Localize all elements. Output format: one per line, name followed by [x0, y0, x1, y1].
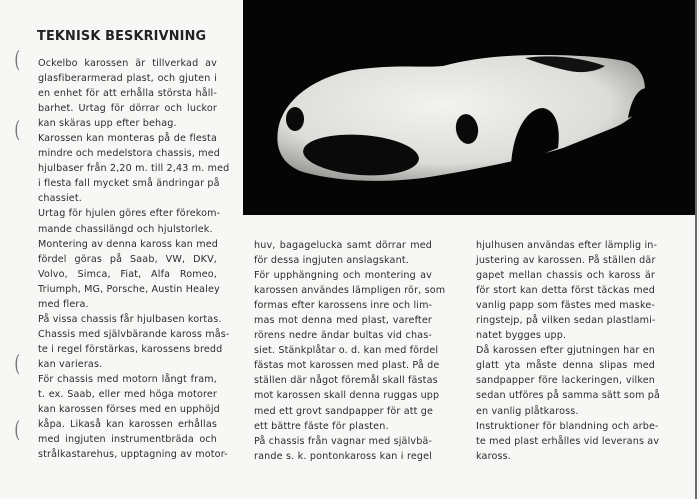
text-line: hjulbaser från 2,20 m. till 2,43 m. med — [38, 163, 230, 175]
text-line: te med plast erhålles vid leverans av — [476, 435, 660, 447]
text-line: Instruktioner för blandning och arbe- — [476, 420, 659, 432]
text-column-1 — [38, 56, 230, 462]
text-line: rörens nedre ändar bultas vid chas- — [254, 330, 432, 342]
text-line: fördel göras på Saab, VW, DKV, — [38, 253, 217, 265]
text-line: På vissa chassis får hjulbasen kortas. — [38, 313, 222, 325]
text-line: kan skäras upp efter behag. — [38, 118, 177, 130]
text-line: en enhet för att erhålla största håll- — [38, 88, 217, 100]
text-line: kan varieras. — [38, 358, 103, 370]
text-line: Ockelbo karossen är tillverkad av — [38, 58, 217, 69]
text-line: För upphängning och montering av — [254, 270, 432, 282]
text-column-3 — [476, 238, 661, 464]
text-line: Karossen kan monteras på de flesta — [38, 133, 217, 145]
text-line: På chassis från vagnar med självbä- — [254, 435, 433, 447]
text-line: glasfiberarmerad plast, och gjuten i — [38, 73, 217, 85]
text-line: barhet. Urtag för dörrar och luckor — [38, 103, 217, 115]
text-line: Montering av denna kaross kan med — [38, 238, 219, 250]
text-line: strålkastarehus, upptagning av motor- — [38, 449, 228, 461]
text-column-2 — [254, 238, 446, 464]
text-line: rande s. k. pontonkaross kan i regel — [254, 450, 432, 462]
text-line: natet bygges upp. — [476, 330, 567, 342]
page-edge-divider — [695, 0, 697, 499]
text-line: glatt yta måste denna slipas med — [476, 360, 655, 372]
margin-mark: ( — [14, 48, 21, 73]
text-line: fästas mot karossen med plast. På de — [254, 360, 440, 372]
text-line: Volvo, Simca, Fiat, Alfa Romeo, — [38, 268, 217, 280]
text-line: chassiet. — [38, 193, 82, 205]
text-line: ställen där något föremål skall fästas — [254, 375, 438, 387]
text-line: Chassis med självbärande kaross mås- — [38, 328, 230, 340]
text-line: för stort kan detta först täckas med — [476, 285, 655, 297]
text-line: ett bättre fäste för plasten. — [254, 420, 389, 432]
car-body-icon — [243, 0, 695, 215]
text-line: kåpa. Likaså kan karossen erhållas — [38, 419, 217, 431]
car-body-photo — [243, 0, 695, 215]
text-line: kan karossen förses med en upphöjd — [38, 404, 220, 416]
text-line: mindre och medelstora chassis, med — [38, 148, 220, 160]
text-line: siet. Stänkplåtar o. d. kan med fördel — [254, 345, 439, 357]
text-line: karossen användes lämpligen rör, som — [254, 285, 446, 297]
text-line: te i regel förstärkas, karossens bredd — [38, 343, 223, 355]
text-line: med ingjuten instrumentbräda och — [38, 434, 217, 446]
text-line: för dessa ingjuten anslagskant. — [254, 255, 409, 267]
text-line: kaross. — [476, 450, 511, 462]
text-line: Urtag för hjulen göres efter förekom- — [38, 208, 221, 220]
text-line: t. ex. Saab, eller med höga motorer — [38, 389, 217, 401]
margin-mark: ( — [14, 352, 21, 377]
text-line: mot karossen skall denna ruggas upp — [254, 390, 440, 402]
text-line: med flera. — [38, 298, 89, 310]
margin-mark: ( — [14, 118, 21, 143]
text-line: Triumph, MG, Porsche, Austin Healey — [38, 283, 220, 295]
text-line: formas efter karossens inre och lim- — [254, 300, 433, 312]
text-line: ringstejp, på vilken sedan plastlami- — [476, 315, 656, 327]
text-line: mande chassilängd och hjulstorlek. — [38, 223, 213, 235]
text-line: mas mot denna med plast, varefter — [254, 315, 432, 327]
text-line: med ett grovt sandpapper för att ge — [254, 405, 434, 417]
text-line: För chassis med motorn långt fram, — [38, 373, 217, 385]
text-line: huv, bagagelucka samt dörrar med — [254, 240, 432, 251]
text-line: Då karossen efter gjutningen har en — [476, 345, 655, 357]
text-line: vanlig papp som fästes med maske- — [476, 300, 655, 312]
text-line: i flesta fall mycket små ändringar på — [38, 178, 220, 190]
text-line: hjulhusen användas efter lämplig in- — [476, 240, 658, 251]
text-line: sandpapper före lackeringen, vilken — [476, 375, 655, 387]
text-line: sedan utföres på samma sätt som på — [476, 390, 661, 402]
text-line: gapet mellan chassis och kaross är — [476, 270, 655, 282]
text-line: en vanlig plåtkaross. — [476, 405, 579, 417]
page-title: TEKNISK BESKRIVNING — [37, 28, 207, 44]
margin-mark: ( — [14, 418, 21, 443]
text-line: justering av karossen. På ställen där — [476, 255, 656, 267]
